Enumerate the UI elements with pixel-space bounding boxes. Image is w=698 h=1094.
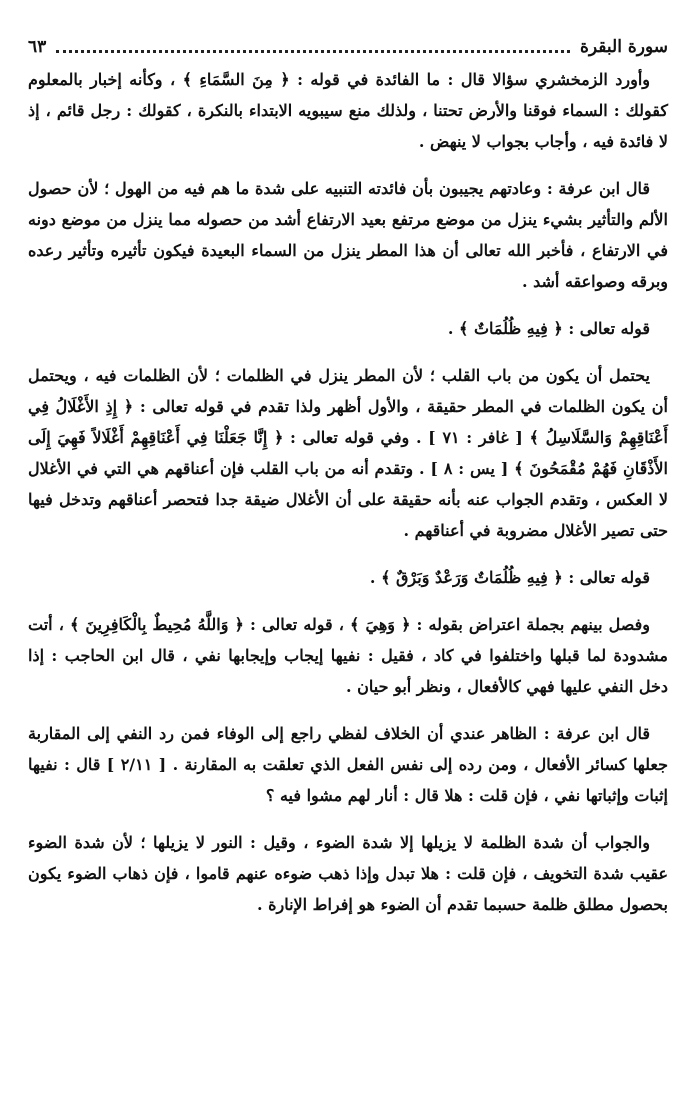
verse-heading-darkness: قوله تعالى : ﴿ فِيهِ ظُلُمَاتٌ ﴾ . [447, 319, 650, 338]
paragraph-kada-dispute: قال ابن عرفة : الظاهر عندي أن الخلاف لفظي راجع إلى الوفاء فمن رد النفي إلى المقاربة جعلها كسائر الأفعال ، ومن رده إلى نفس الفعل الذي تعلقت به المقارنة . [ ٢/١١ ] قال : نفيها إثبات وإثباتها نفي ، فإن قلت : هلا قال : أنار لهم مشوا فيه ؟ [28, 724, 669, 805]
paragraph-inversion: يحتمل أن يكون من باب القلب ؛ لأن المطر ينزل في الظلمات ؛ لأن الظلمات فيه ، ويحتمل أن يكون الظلمات في المطر حقيقة ، والأول أظهر ولذا تقدم في قوله تعالى : ﴿ إِذِ الأَغْلَالُ فِي أَعْنَاقِهِمْ وَالسَّلَاسِلُ ﴾ [ غافر : ٧١ ] . وفي قوله تعالى : ﴿ إِنَّا جَعَلْنَا فِي أَعْنَاقِهِمْ أَغْلَالاً فَهِيَ إِلَى الأَذْقَانِ فَهُمْ مُقْمَحُونَ ﴾ [ يس : ٨ ] . وتقدم أنه من باب القلب فإن أعناقهم هي التي في الأغلال لا العكس ، وتقدم الجواب عنه بأنه حقيقة على أن الأغلال ضيقة جدا فتحصر أعناقهم وتدخل فيها حتى تصير الأغلال مضروبة في أعناقهم . [28, 366, 669, 540]
verse-heading-darkness-thunder: قوله تعالى : ﴿ فِيهِ ظُلُمَاتٌ وَرَعْدٌ وَبَرْقٌ ﴾ . [369, 568, 650, 587]
paragraph-answer-light: والجواب أن شدة الظلمة لا يزيلها إلا شدة الضوء ، وقيل : النور لا يزيلها ؛ لأن شدة الضوء عقيب شدة التخويف ، فإن قلت : هلا تبدل وإذا ذهب ضوءه عنهم قاموا ، فإن ذهاب الضوء يكون بحصول مطلق ظلمة حسبما تقدم أن الضوء هو إفراط الإنارة . [28, 833, 668, 914]
paragraph-zamakhshari: وأورد الزمخشري سؤالا قال : ما الفائدة في قوله : ﴿ مِنَ السَّمَاءِ ﴾ ، وكأنه إخبار بالمعلوم كقولك : السماء فوقنا والأرض تحتنا ، ولذلك منع سيبويه الابتداء بالنكرة ، كقولك : رجل قائم ، إذ لا فائدة فيه ، وأجاب بجواب لا ينهض . [28, 70, 668, 151]
page-header [28, 34, 668, 60]
header-dotted-rule [56, 50, 570, 53]
surah-title: سورة البقرة [580, 37, 668, 57]
page-body [28, 64, 668, 920]
page-number: ٦٣ [28, 37, 47, 57]
paragraph-ibn-arafa-answer: قال ابن عرفة : وعادتهم يجيبون بأن فائدته التنبيه على شدة ما هم فيه من الهول ؛ لأن حصول الألم والتأثير بشيء ينزل من موضع مرتفع بعيد الارتفاع أشد من حصوله مما ينزل من موضع دونه في الارتفاع ، فأخبر الله تعالى أن هذا المطر ينزل من السماء البعيدة فيكون تأثيره وتأثير رعده وبرقه وصواعقه أشد . [28, 179, 668, 291]
paragraph-parenthetical: وفصل بينهم بجملة اعتراض بقوله : ﴿ وَهِيَ ﴾ ، قوله تعالى : ﴿ وَاللَّهُ مُحِيطٌ بِالْكَافِرِينَ ﴾ ، أتت مشدودة لما قبلها واختلفوا في كاد ، فقيل : نفيها إيجاب وإيجابها نفي ، قال ابن الحاجب : إذا دخل النفي عليها فهي كالأفعال ، ونظر أبو حيان . [28, 615, 668, 696]
